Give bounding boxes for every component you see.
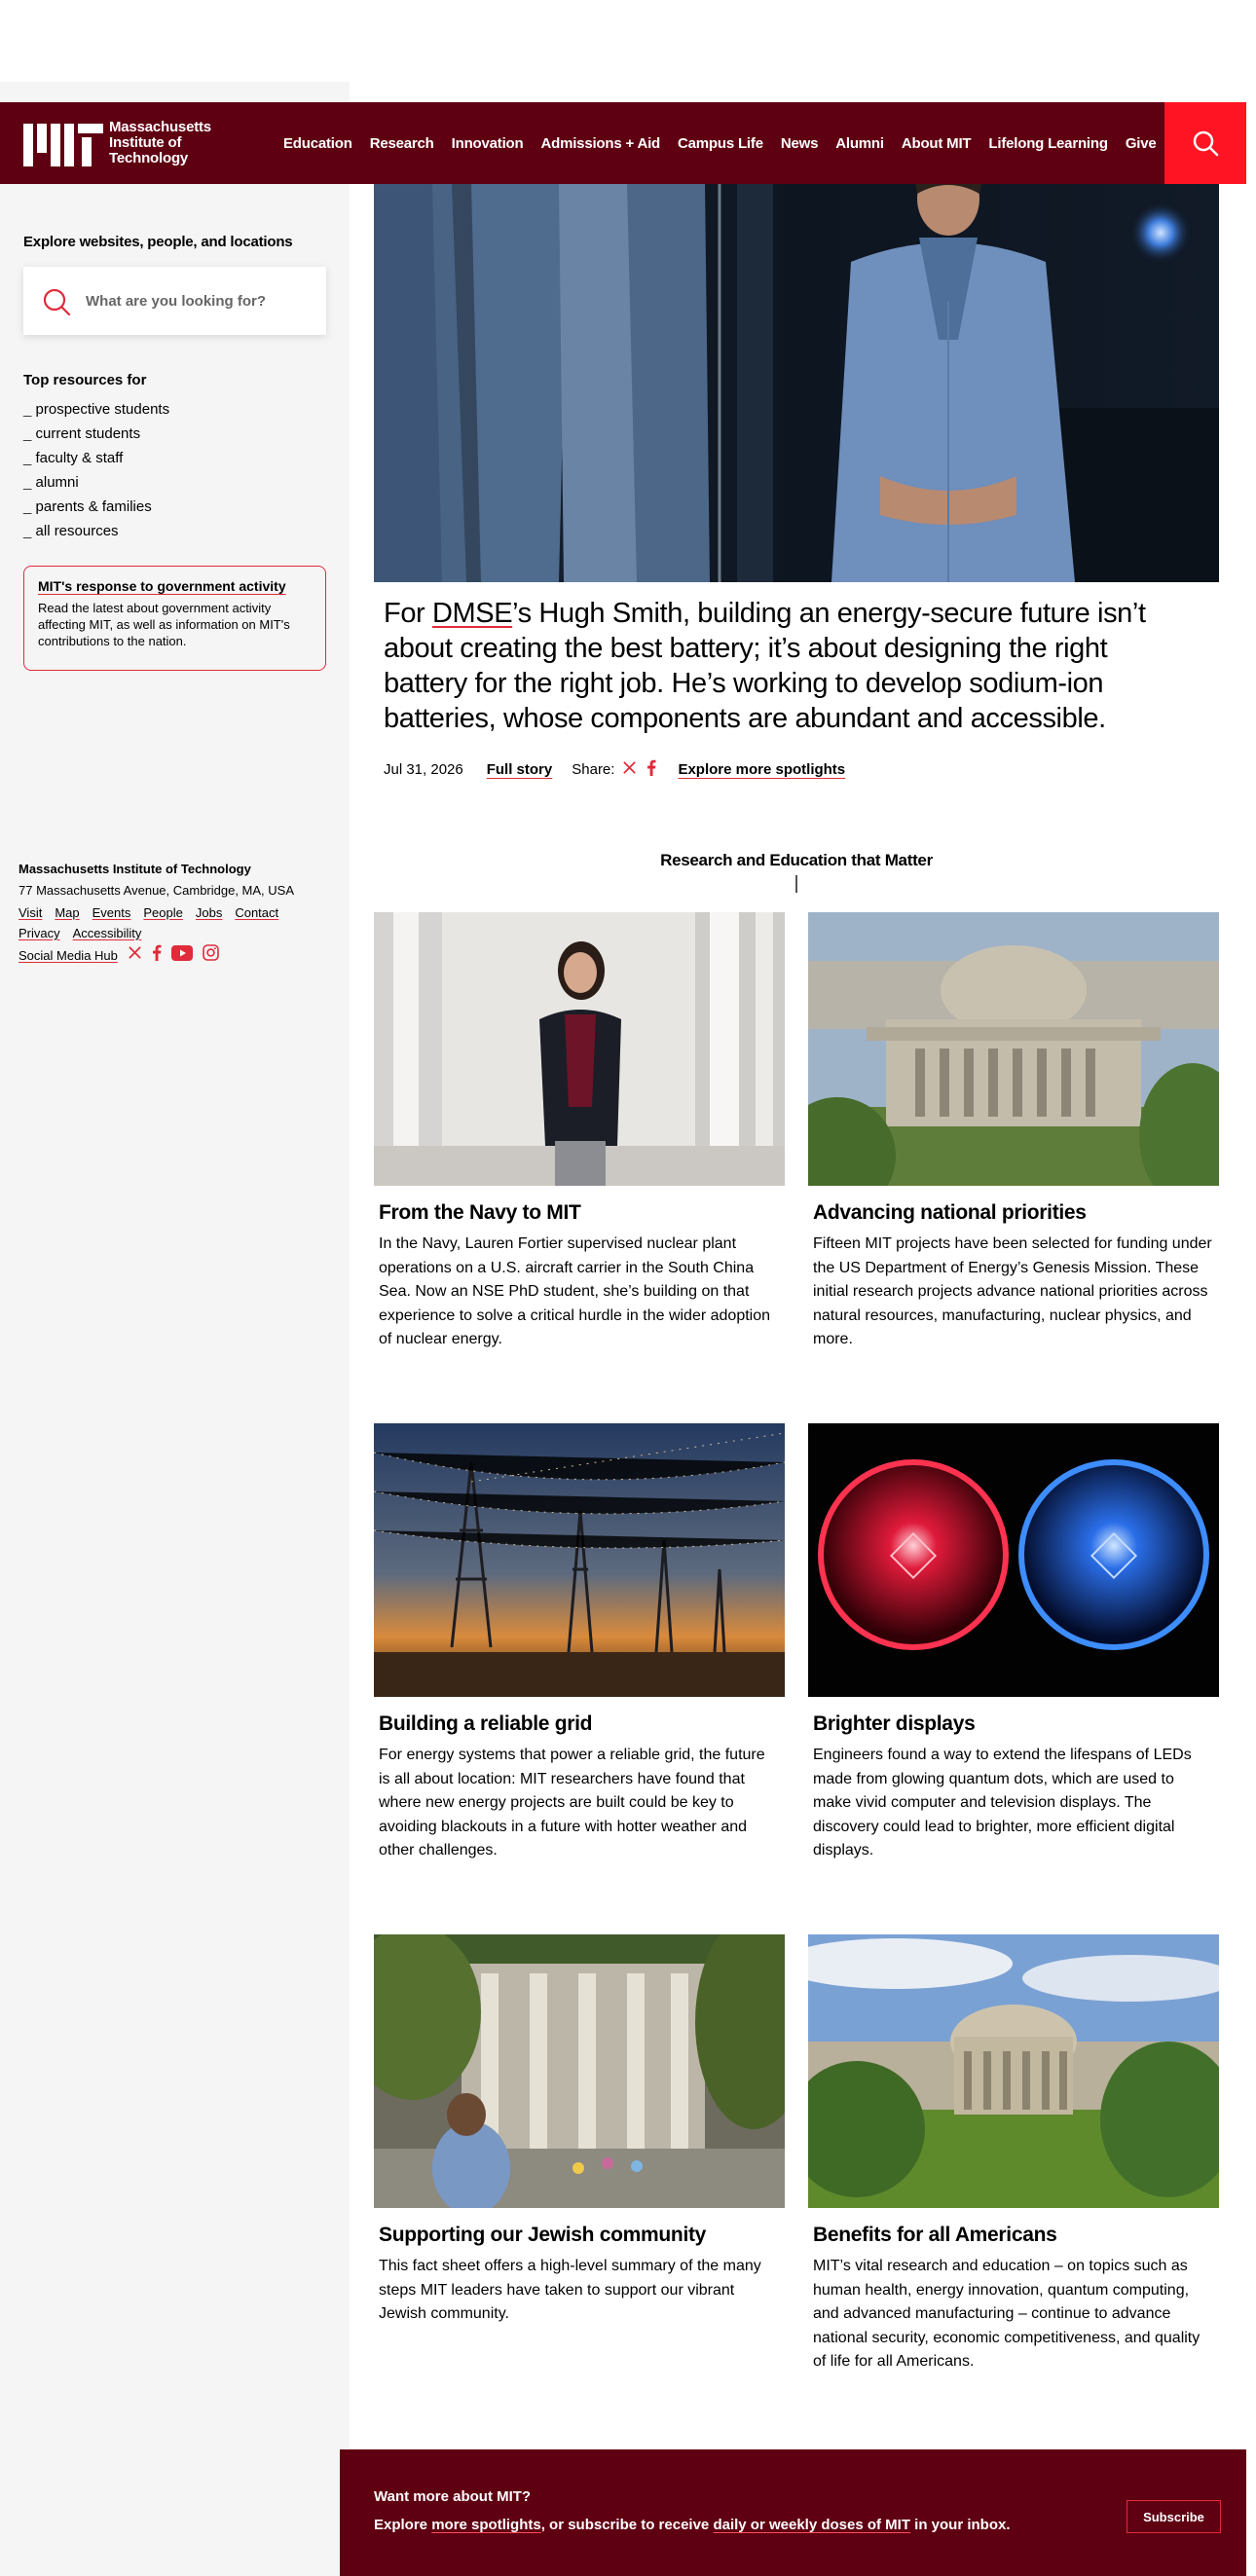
- resource-link[interactable]: all resources: [35, 523, 119, 539]
- resource-link[interactable]: prospective students: [35, 401, 170, 418]
- nav-alumni[interactable]: Alumni: [835, 134, 884, 152]
- footer-org: Massachusetts Institute of Technology: [18, 862, 251, 876]
- mit-logo-text: Massachusetts Institute of Technology: [109, 119, 211, 166]
- social-links: [18, 944, 340, 966]
- spotlight-photo: [374, 184, 1219, 582]
- spotlight-text-body: ’s Hugh Smith, building an energy-secure future isn’t about creating the best battery; it’s about designing the right battery for the right job. He’s working to develop sodium-ion batteries, whose components are abundant and accessible.: [384, 598, 1146, 734]
- footer-links: [18, 902, 340, 923]
- footer-link-jobs[interactable]: Jobs: [195, 905, 223, 920]
- spotlight-hero-image: [374, 184, 1219, 582]
- spotlight-meta: [384, 759, 845, 780]
- footer-link-events[interactable]: Events: [92, 905, 131, 920]
- footer-link-map[interactable]: Map: [55, 905, 80, 920]
- card-title[interactable]: Building a reliable grid: [379, 1712, 593, 1735]
- news-card[interactable]: [808, 1423, 1219, 1863]
- x-icon[interactable]: [128, 945, 142, 965]
- card-title[interactable]: Supporting our Jewish community: [379, 2224, 707, 2246]
- gov-activity-desc: Read the latest about government activity affecting MIT, as well as information on MIT's contributions to the nation.: [38, 601, 290, 648]
- instagram-icon[interactable]: [203, 944, 219, 966]
- card-image: [374, 1934, 785, 2208]
- resource-item[interactable]: [23, 397, 169, 422]
- resource-item[interactable]: [23, 470, 169, 495]
- nav-give[interactable]: Give: [1125, 134, 1157, 152]
- site-search[interactable]: [23, 267, 326, 335]
- news-card[interactable]: [808, 1934, 1219, 2374]
- banner-text: [374, 2517, 1011, 2533]
- nav-news[interactable]: News: [780, 134, 819, 152]
- card-body: MIT’s vital research and education – on topics such as human health, energy innovation, quantum computing, and advanced manufacturing – continue to advance national security, economic competitiveness, and quality of life for all Americans.: [813, 2258, 1201, 2370]
- news-card[interactable]: [374, 912, 785, 1352]
- gov-activity-card[interactable]: [23, 566, 326, 671]
- card-body: Engineers found a way to extend the lifespans of LEDs made from glowing quantum dots, which are used to make vivid computer and television displays. The discovery could lead to brighter, more efficient digital displays.: [813, 1747, 1192, 1858]
- news-card[interactable]: [374, 1423, 785, 1863]
- spotlight-date: Jul 31, 2026: [384, 761, 463, 778]
- card-image: [808, 1934, 1219, 2208]
- full-story-link[interactable]: Full story: [486, 761, 553, 778]
- share-label: Share:: [572, 761, 615, 778]
- resource-item[interactable]: [23, 519, 169, 543]
- card-title[interactable]: Advancing national priorities: [813, 1201, 1087, 1224]
- nav-research[interactable]: Research: [369, 134, 434, 152]
- card-body: This fact sheet offers a high-level summary of the many steps MIT leaders have taken to support our vibrant Jewish community.: [379, 2258, 761, 2322]
- nav-campus-life[interactable]: Campus Life: [678, 134, 763, 152]
- main-nav: [275, 102, 1165, 184]
- resources-list: [23, 397, 169, 543]
- footer-address: 77 Massachusetts Avenue, Cambridge, MA, USA: [18, 883, 295, 898]
- footer-link-people[interactable]: People: [143, 905, 183, 920]
- news-card[interactable]: [808, 912, 1219, 1352]
- header-search-button[interactable]: [1164, 102, 1246, 184]
- footer-link-privacy[interactable]: Privacy: [18, 926, 60, 940]
- subscribe-button[interactable]: Subscribe: [1127, 2500, 1221, 2533]
- card-image: [374, 912, 785, 1186]
- resource-link[interactable]: current students: [35, 425, 141, 442]
- search-input[interactable]: [86, 293, 310, 310]
- footer-link-contact[interactable]: Contact: [235, 905, 279, 920]
- facebook-icon[interactable]: [152, 944, 162, 966]
- search-icon: [41, 286, 72, 317]
- card-body: For energy systems that power a reliable grid, the future is all about location: MIT researchers have found that where new energy projects are built could be key to avoiding blackouts in a future with hotter weather and other challenges.: [379, 1747, 765, 1858]
- nav-admissions-aid[interactable]: Admissions + Aid: [540, 134, 661, 152]
- youtube-icon[interactable]: [171, 945, 193, 966]
- resource-link[interactable]: parents & families: [35, 498, 152, 515]
- explore-title: Explore websites, people, and locations: [23, 234, 293, 250]
- share-facebook-icon[interactable]: [646, 759, 656, 780]
- footer-info: [18, 862, 340, 966]
- resource-item[interactable]: [23, 422, 169, 446]
- banner-text-2: , or subscribe to receive: [540, 2517, 714, 2533]
- section-title: Research and Education that Matter: [660, 851, 933, 869]
- banner-title: Want more about MIT?: [374, 2488, 532, 2505]
- resource-link[interactable]: alumni: [35, 474, 79, 491]
- card-image: [374, 1423, 785, 1697]
- banner-text-1: Explore: [374, 2517, 432, 2533]
- card-title[interactable]: From the Navy to MIT: [379, 1201, 581, 1224]
- search-icon: [1191, 129, 1220, 158]
- spotlight-text-prefix: For: [384, 598, 432, 629]
- footer-link-accessibility[interactable]: Accessibility: [72, 926, 142, 940]
- card-body: Fifteen MIT projects have been selected for funding under the US Department of Energy’s Genesis Mission. These initial research projects advance national priorities across natural resources, manufacturing, nuclear physics, and more.: [813, 1235, 1212, 1347]
- spotlight-text: [384, 596, 1192, 736]
- mit-logo-icon: [23, 124, 105, 166]
- footer-link-visit[interactable]: Visit: [18, 905, 43, 920]
- card-image: [808, 912, 1219, 1186]
- section-divider: [795, 875, 797, 893]
- card-image: [808, 1423, 1219, 1697]
- social-media-hub-link[interactable]: Social Media Hub: [18, 947, 118, 963]
- card-title[interactable]: Brighter displays: [813, 1712, 976, 1735]
- nav-lifelong-learning[interactable]: Lifelong Learning: [988, 134, 1108, 152]
- card-body: In the Navy, Lauren Fortier supervised nuclear plant operations on a U.S. aircraft carrier in the South China Sea. Now an NSE PhD student, she’s building on that experience to solve a critical hurdle in the wider adoption of nuclear energy.: [379, 1235, 771, 1347]
- nav-education[interactable]: Education: [283, 134, 352, 152]
- resource-item[interactable]: [23, 446, 169, 470]
- mit-logo[interactable]: [23, 118, 228, 168]
- nav-innovation[interactable]: Innovation: [451, 134, 524, 152]
- news-card[interactable]: [374, 1934, 785, 2327]
- gov-activity-link[interactable]: MIT's response to government activity: [38, 578, 286, 594]
- banner-text-3: in your inbox.: [910, 2517, 1011, 2533]
- dmse-link[interactable]: DMSE: [431, 598, 513, 629]
- more-spotlights-link[interactable]: more spotlights: [431, 2517, 541, 2533]
- footer-links-2: [18, 923, 340, 943]
- explore-spotlights-link[interactable]: Explore more spotlights: [678, 761, 846, 778]
- resource-item[interactable]: [23, 495, 169, 519]
- newsletter-banner: [340, 2449, 1246, 2576]
- top-resources-title: Top resources for: [23, 372, 147, 388]
- card-title[interactable]: Benefits for all Americans: [813, 2224, 1057, 2246]
- nav-about-mit[interactable]: About MIT: [901, 134, 972, 152]
- daily-weekly-link[interactable]: daily or weekly doses of MIT: [713, 2517, 911, 2533]
- main-header: [0, 102, 1246, 184]
- resource-link[interactable]: faculty & staff: [35, 450, 124, 466]
- share-x-icon[interactable]: [622, 760, 637, 779]
